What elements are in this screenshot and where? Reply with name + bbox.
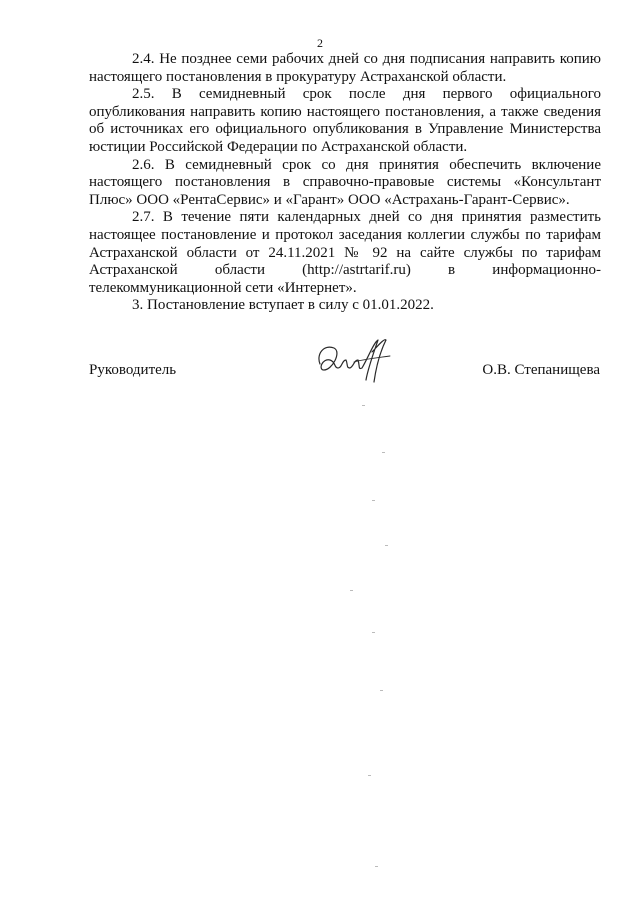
signature-block <box>0 356 640 396</box>
scan-speck <box>350 590 353 591</box>
scan-speck <box>382 452 385 453</box>
scan-speck <box>362 405 365 406</box>
scan-speck <box>372 500 375 501</box>
page-number: 2 <box>317 36 323 50</box>
scan-speck <box>372 632 375 633</box>
scan-speck <box>375 866 378 867</box>
document-body <box>89 51 601 315</box>
paragraph-2-6: 2.6. В семидневный срок со дня принятия обеспечить включение настоящего постановления в справочно-правовые системы «Консультант Плюс» ООО «РентаСервис» и «Гарант» ООО «Астрахань-Гарант-Сервис». <box>89 156 601 208</box>
signatory-name: О.В. Степанищева <box>482 362 600 378</box>
paragraph-2-7: 2.7. В течение пяти календарных дней со дня принятия разместить настоящее постановление и протокол заседания коллегии службы по тарифам Астраханской области от 24.11.2021 № 92 на сайте службы по тарифам Астраханской области (http://astrtarif.ru) в информационно-телекоммуникационной сети «Интернет». <box>89 209 601 296</box>
paragraph-2-5: 2.5. В семидневный срок после дня первого официального опубликования направить копию настоящего постановления, а также сведения об источниках его официального опубликования в Управление Министерства юстиции Российской Федерации по Астраханской области. <box>89 86 601 155</box>
handwritten-signature <box>314 338 394 388</box>
scan-speck <box>380 690 383 691</box>
scan-speck <box>385 545 388 546</box>
paragraph-2-4: 2.4. Не позднее семи рабочих дней со дня подписания направить копию настоящего постановления в прокуратуру Астраханской области. <box>89 51 601 85</box>
signatory-title: Руководитель <box>89 362 177 378</box>
scan-speck <box>368 775 371 776</box>
paragraph-3: 3. Постановление вступает в силу с 01.01.2022. <box>132 297 434 314</box>
